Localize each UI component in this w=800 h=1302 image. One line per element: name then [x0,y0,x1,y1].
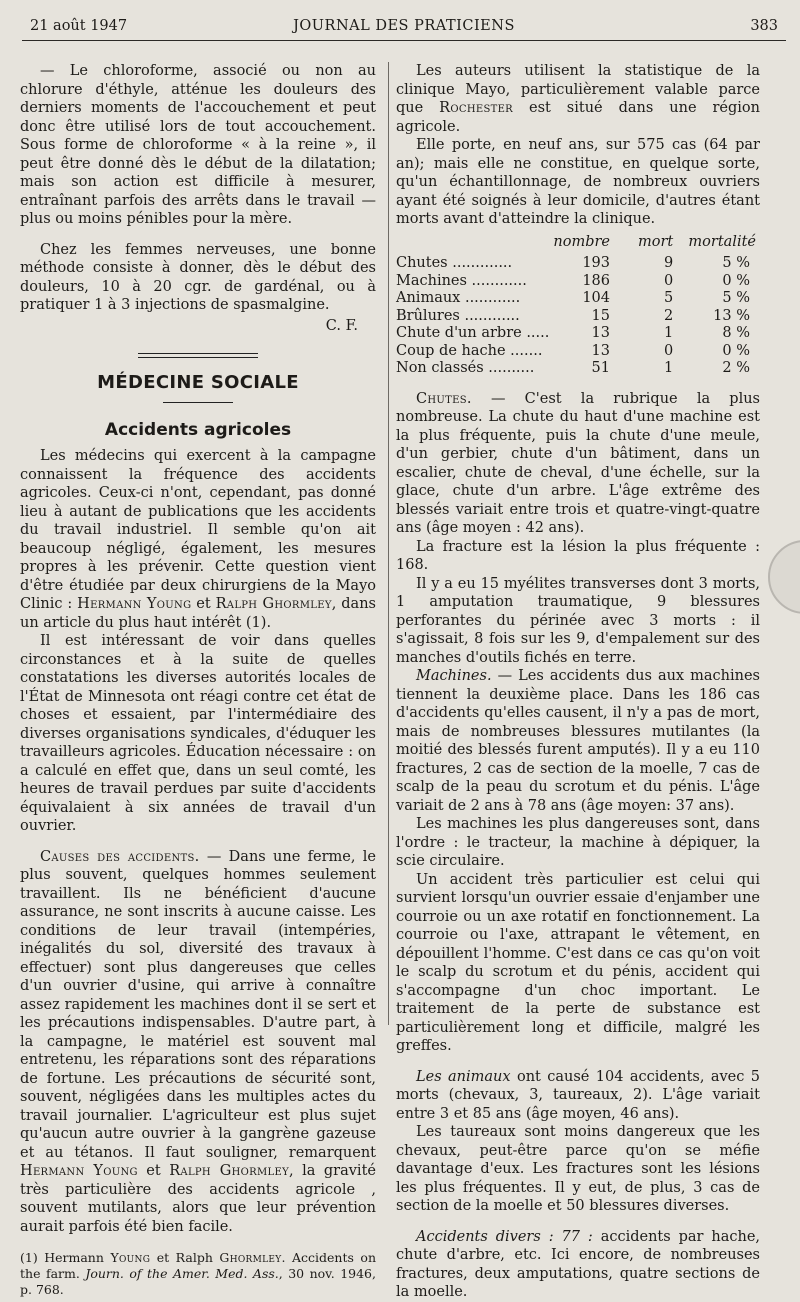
footnote: (1) Hermann Young et Ralph Ghormley. Accidents on the farm. Journ. of the Amer. Med. Ass., 30 nov. 1946, p. 768. [20,1250,376,1297]
author-signature: C. F. [325,317,358,334]
left-column [20,62,376,1298]
column-header: mort [638,233,674,250]
paragraph: Il est intéressant de voir dans quelles circonstances et à la suite de quelles constatations les diverses autorités locales de l'État de Minnesota ont réagi contre cet état de choses et essaient, par l'intermédiaire des diverses organisations syndicales, d'éduquer les travailleurs agricoles. Éducation nécessaire : on a calculé en effet que, dans un seul comté, les heures de travail perdues par suite d'accidents équivalaient à six années de travail d'un ouvrier. [20,633,376,834]
paragraph: Les machines les plus dangereuses sont, dans l'ordre : le tracteur, la machine à dépiquer, la scie circulaire. [396,816,760,869]
author-name: Hermann Young [20,1163,138,1179]
paragraph: Machines. — Les accidents dus aux machines tiennent la deuxième place. Dans les 186 cas d'accidents qu'elles causent, il n'y a pas de mort, mais de nombreuses blessures mutilantes (la moitié des blessés furent amputés). Il y a eu 110 fractures, 2 cas de section de la moelle, 7 cas de scalp de la peau du scrotum et du pénis. L'âge variait de 2 ans à 78 ans (âge moyen: 37 ans). [396,668,760,814]
table-row: Machines ............ 186 0 0 % [396,272,750,289]
paragraph: Elle porte, en neuf ans, sur 575 cas (64 par an); mais elle ne constitue, en quelque sorte, qu'un échantillonnage, de nombreux ouvriers ayant été soignés à leur domicile, d'autres étant morts avant d'atteindre la clinique. [396,137,760,227]
column-divider [388,62,389,1025]
table-row: Chute d'un arbre ..... 13 1 8 % [396,325,750,341]
paragraph: Les auteurs utilisent la statistique de la clinique Mayo, particulièrement valable parce que Rochester est situé dans une région agricole. [396,63,760,135]
subsection-lead: Chutes. [416,390,472,407]
subsection-lead: Causes des accidents. [40,848,200,865]
right-column [396,62,760,1302]
paragraph: Il y a eu 15 myélites transverses dont 3 morts, 1 amputation traumatique, 9 blessures perforantes du périnée avec 3 morts : il s'agissait, 8 fois sur les 9, d'empalement sur des manches d'outils fichés en terre. [396,575,760,666]
section-title: MÉDECINE SOCIALE [97,372,299,393]
table-row: Coup de hache ....... 13 0 0 % [396,342,750,359]
issue-date: 21 août 1947 [30,18,128,34]
header-rule [22,40,786,41]
title-rule [163,402,233,403]
article-title: Accidents agricoles [104,420,292,440]
table-row: Chutes ............. 193 9 5 % [396,255,750,271]
author-name: Hermann Young [77,596,192,612]
page-number: 383 [750,18,778,34]
paragraph: Les médecins qui exercent à la campagne connaissent la fréquence des accidents agricoles. Ceux-ci n'ont, cependant, pas donné lieu à autant de publications que les accidents du travail industriel. Il semble qu'on ait beaucoup négligé, également, les mesures propres à les prévenir. Cette question vient d'être étudiée par deux chirurgiens de la Mayo Clinic : Hermann Young et Ralph Ghormley, dans un article du plus haut intérêt (1). [20,448,376,631]
paragraph: Un accident très particulier est celui qui survient lorsqu'un ouvrier essaie d'enjamber une courroie ou un axe rotatif en fonctionnement. La courroie ou l'axe, attrapant le vêtement, en dépouillent l'homme. C'est dans ce cas qu'on voit le scalp du scrotum et du pénis, accident qui s'accompagne d'un choc important. Le traitement de la perte de substance est particulièrement long et difficile, malgré les greffes. [396,871,760,1054]
paragraph: Les taureaux sont moins dangereux que les chevaux, peut-être parce qu'on se méfie davantage d'eux. Les fractures sont les lésions les plus fréquentes. Il y eut, de plus, 3 cas de section de la moelle et 50 blessures diverses. [396,1124,760,1214]
table-header-row [396,233,760,256]
journal-title: JOURNAL DES PRATICIENS [293,18,515,34]
author-name: Ralph Ghormley [169,1163,289,1179]
table-row: Animaux ............ 104 5 5 % [396,290,750,306]
column-header: mortalité [688,233,756,250]
paragraph: Les animaux ont causé 104 accidents, avec 5 morts (chevaux, 3, taureaux, 2). L'âge variait entre 3 et 85 ans (âge moyen, 46 ans). [396,1068,760,1122]
table-row: Non classés .......... 51 1 2 % [396,360,750,376]
author-name: Ralph Ghormley [215,596,332,612]
subsection-lead: Les animaux [416,1068,511,1085]
page-header [30,18,778,40]
subsection-lead: Machines. [416,668,492,684]
paragraph: — Le chloroforme, associé ou non au chlorure d'éthyle, atténue les douleurs des derniers moments de l'accouchement et peut donc être utilisé lors de tout accouchement. Sous forme de chloroforme « à la reine », il peut être donné dès le début de la dilatation; mais son action est difficile à mesurer, entraînant parfois des arrêts dans le travail — plus ou moins pénibles pour la mère. [20,63,376,227]
subsection-lead: Accidents divers : 77 : [416,1228,593,1245]
library-stamp [768,540,800,614]
section-divider [138,353,258,358]
paragraph: Accidents divers : 77 : accidents par hache, chute d'arbre, etc. Ici encore, de nombreuses fractures, deux amputations, quatre sections de la moelle. [396,1228,761,1300]
table-row: Brûlures ............ 15 2 13 % [396,307,750,324]
paragraph: Chutes. — C'est la rubrique la plus nombreuse. La chute du haut d'une machine est la plus fréquente, puis la chute d'une meule, d'un gerbier, chute d'un bâtiment, dans un escalier, chute de cheval, d'une échelle, sur la glace, chute d'un arbre. L'âge extrême des blessés variait entre trois et quatre-vingt-quatre ans (âge moyen : 42 ans). [396,390,760,536]
accident-statistics-table [396,233,760,378]
place-name: Rochester [439,100,514,116]
column-header: nombre [553,233,610,250]
paragraph: Causes des accidents. — Dans une ferme, le plus souvent, quelques hommes seulement travaillent. Ils ne bénéficient d'aucune assurance, ne sont inscrits à aucune caisse. Les conditions de leur travail (intempéries, inégalités du sol, diversité des travaux à effectuer) sont plus dangereuses que celles d'un ouvrier d'usine, qui arrive à connaître assez rapidement les machines dont il se sert et les précautions indispensables. D'autre part, à la campagne, le matériel est souvent mal entretenu, les réparations sont des réparations de fortune. Les précautions de sécurité sont, souvent, négligées dans les multiples actes du travail journalier. L'agriculteur est plus sujet qu'aucun autre ouvrier à la gangrène gazeuse et au tétanos. Il faut souligner, remarquent Hermann Young et Ralph Ghormley, la gravité très particulière des accidents agricole , souvent mutilants, alors que leur prévention aurait parfois été bien facile. [20,848,376,1235]
paragraph: La fracture est la lésion la plus fréquente : 168. [396,538,760,573]
paragraph: Chez les femmes nerveuses, une bonne méthode consiste à donner, dès le début des douleurs, 10 à 20 cgr. de gardénal, ou à pratiquer 1 à 3 injections de spasmalgine. [20,241,376,313]
